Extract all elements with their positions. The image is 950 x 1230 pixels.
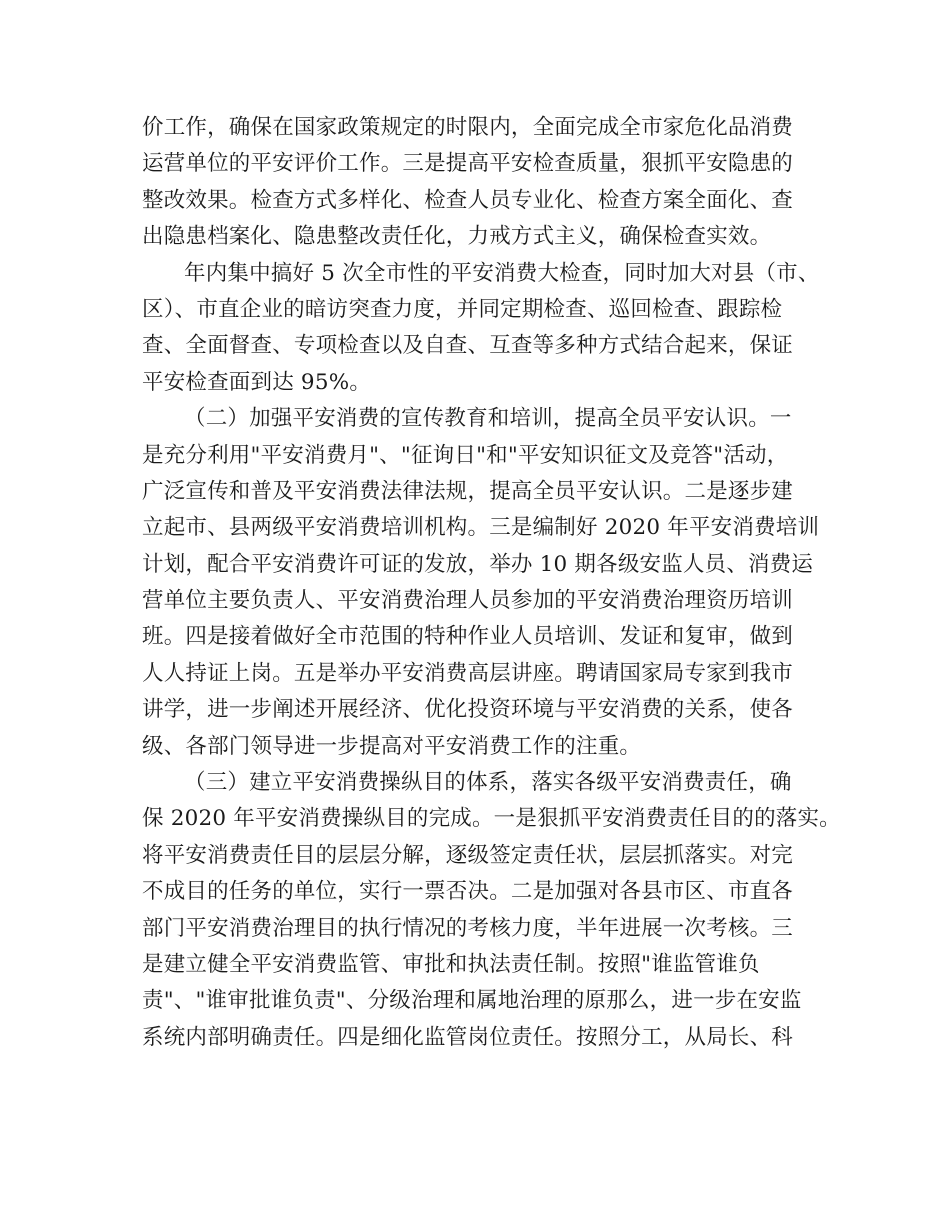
text-line: 平安检查面到达 95%。	[142, 369, 372, 395]
text-line: 整改效果。检查方式多样化、检查人员专业化、检查方案全面化、查	[142, 187, 794, 213]
text-line: 人人持证上岗。五是举办平安消费高层讲座。聘请国家局专家到我市	[142, 660, 794, 686]
text-line: 出隐患档案化、隐患整改责任化，力戒方式主义，确保检查实效。	[142, 224, 772, 250]
text-line: 查、全面督查、专项检查以及自查、互查等多种方式结合起来，保证	[142, 333, 794, 359]
text-line: 营单位主要负责人、平安消费治理人员参加的平安消费治理资历培训	[142, 588, 794, 614]
text-line: 运营单位的平安评价工作。三是提高平安检查质量，狠抓平安隐患的	[142, 151, 794, 177]
text-line: 不成目的任务的单位，实行一票否决。二是加强对各县市区、市直各	[142, 879, 794, 905]
text-line: 班。四是接着做好全市范围的特种作业人员培训、发证和复审，做到	[142, 624, 794, 650]
body-text	[142, 110, 841, 1056]
text-line: 系统内部明确责任。四是细化监管岗位责任。按照分工，从局长、科	[142, 1024, 794, 1050]
text-line: 是建立健全平安消费监管、审批和执法责任制。按照"谁监管谁负	[142, 951, 760, 977]
text-line: 将平安消费责任目的层层分解，逐级签定责任状，层层抓落实。对完	[142, 842, 794, 868]
text-line: 价工作，确保在国家政策规定的时限内，全面完成全市家危化品消费	[142, 115, 794, 140]
text-line: 立起市、县两级平安消费培训机构。三是编制好 2020 年平安消费培训	[142, 515, 820, 541]
text-line: 保 2020 年平安消费操纵目的完成。一是狠抓平安消费责任目的的落实。	[142, 806, 841, 832]
text-line: 责"、"谁审批谁负责"、分级治理和属地治理的原那么，进一步在安监	[142, 988, 802, 1014]
paragraph-first-line: 年内集中搞好 5 次全市性的平安消费大检查，同时加大对县（市、	[184, 260, 820, 286]
text-line: 级、各部门领导进一步提高对平安消费工作的注重。	[142, 733, 642, 759]
text-line: 计划，配合平安消费许可证的发放，举办 10 期各级安监人员、消费运	[142, 551, 814, 577]
text-line: 区）、市直企业的暗访突查力度，并同定期检查、巡回检查、跟踪检	[142, 296, 783, 322]
text-line: 是充分利用"平安消费月"、"征询日"和"平安知识征文及竞答"活动，	[142, 442, 789, 468]
text-line: 部门平安消费治理目的执行情况的考核力度，半年进展一次考核。三	[142, 915, 794, 941]
paragraph-first-line: （三）建立平安消费操纵目的体系，落实各级平安消费责任，确	[184, 770, 792, 796]
text-line: 广泛宣传和普及平安消费法律法规，提高全员平安认识。二是逐步建	[142, 478, 794, 504]
text-line: 讲学，进一步阐述开展经济、优化投资环境与平安消费的关系，使各	[142, 697, 794, 723]
paragraph-first-line: （二）加强平安消费的宣传教育和培训，提高全员平安认识。一	[184, 406, 792, 432]
